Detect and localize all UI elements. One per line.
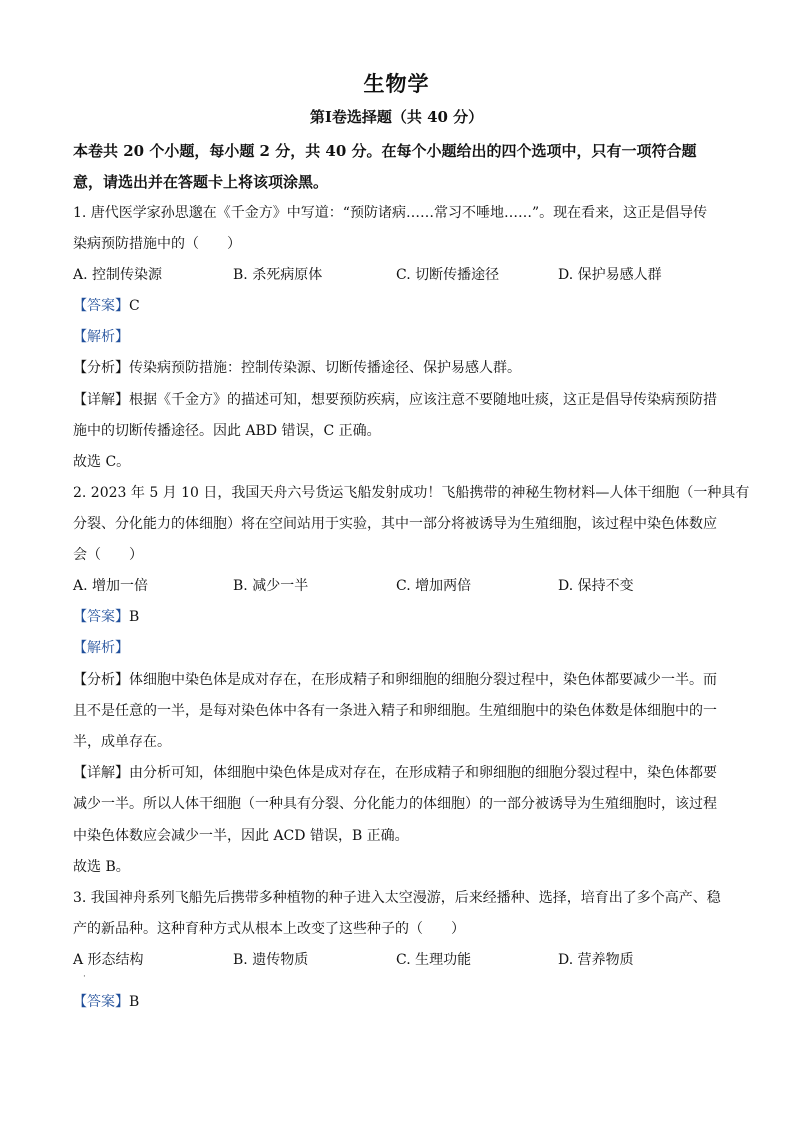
answer-value: C: [129, 298, 140, 314]
question-2-fenxi: [73, 670, 717, 690]
fenxi-text: 传染病预防措施：控制传染源、切断传播途径、保护易感人群。: [129, 360, 521, 376]
question-3-option-b: B. 遗传物质: [233, 952, 309, 968]
instruction-line: 本卷共 20 个小题，每小题 2 分，共 40 分。在每个小题给出的四个选项中，只有一项符合题: [73, 142, 697, 160]
answer-value: B: [129, 609, 140, 625]
question-2-stem: 2. 2023 年 5 月 10 日，我国天舟六号货运飞船发射成功！飞船携带的神秘生物材料—人体干细胞（一种具有: [73, 485, 750, 501]
detail-text: 由分析可知，体细胞中染色体是成对存在，在形成精子和卵细胞的细胞分裂过程中，染色体都要: [129, 765, 717, 781]
question-1-detail-cont: 施中的切断传播途径。因此 ABD 错误，C 正确。: [73, 423, 381, 439]
question-1-answer: [73, 296, 140, 316]
question-1-option-b: B. 杀死病原体: [233, 267, 323, 283]
answer-tag: 【答案】: [73, 609, 129, 625]
fenxi-tag: 【分析】: [73, 672, 129, 688]
detail-text: 根据《千金方》的描述可知，想要预防疾病，应该注意不要随地吐痰，这正是倡导传染病预防措: [129, 392, 717, 408]
question-3-stem: 3. 我国神舟系列飞船先后携带多种植物的种子进入太空漫游，后来经播种、选择，培育出了多个高产、稳: [73, 890, 721, 906]
question-3-option-a: A 形态结构: [73, 952, 144, 968]
question-1-stem: 1. 唐代医学家孙思邈在《千金方》中写道：“预防诸病……常习不唾地……”。现在看来，这正是倡导传: [73, 205, 708, 221]
fenxi-text: 体细胞中染色体是成对存在，在形成精子和卵细胞的细胞分裂过程中，染色体都要减少一半。而: [129, 672, 717, 688]
question-1-option-d: D. 保护易感人群: [558, 267, 662, 283]
fenxi-tag: 【分析】: [73, 360, 129, 376]
question-2-conclusion: 故选 B。: [73, 859, 130, 875]
answer-value: B: [129, 994, 140, 1010]
analysis-tag: 【解析】: [73, 329, 129, 345]
question-2-detail-cont: 减少一半。所以人体干细胞（一种具有分裂、分化能力的体细胞）的一部分被诱导为生殖细胞时，该过程: [73, 796, 717, 812]
detail-tag: 【详解】: [73, 392, 129, 408]
question-3-option-c: C. 生理功能: [396, 952, 472, 968]
question-2-option-a: A. 增加一倍: [73, 578, 149, 594]
question-1-option-c: C. 切断传播途径: [396, 267, 500, 283]
question-1-stem: 染病预防措施中的（ ）: [73, 236, 241, 252]
detail-tag: 【详解】: [73, 765, 129, 781]
question-2-fenxi-cont: 半，成单存在。: [73, 734, 171, 750]
question-3-option-d: D. 营养物质: [558, 952, 634, 968]
question-2-answer: [73, 607, 139, 627]
stray-mark: ·: [83, 972, 86, 982]
question-1-fenxi: [73, 358, 521, 378]
page-title: 生物学: [363, 71, 430, 96]
question-3-stem: 产的新品种。这种育种方式从根本上改变了这些种子的（ ）: [73, 921, 465, 937]
question-2-detail: [73, 763, 717, 783]
question-2-stem: 分裂、分化能力的体细胞）将在空间站用于实验，其中一部分将被诱导为生殖细胞，该过程中染色体数应: [73, 516, 717, 532]
question-3-answer: [73, 992, 139, 1012]
question-1-option-a: A. 控制传染源: [73, 267, 163, 283]
question-2-option-d: D. 保持不变: [558, 578, 634, 594]
question-1-conclusion: 故选 C。: [73, 454, 131, 470]
answer-tag: 【答案】: [73, 298, 129, 314]
question-2-stem: 会（ ）: [73, 547, 143, 563]
question-2-fenxi-cont: 且不是任意的一半，是每对染色体中各有一条进入精子和卵细胞。生殖细胞中的染色体数是体细胞中的一: [73, 703, 717, 719]
question-2-option-c: C. 增加两倍: [396, 578, 472, 594]
question-1-detail: [73, 390, 717, 410]
analysis-tag: 【解析】: [73, 640, 129, 656]
question-2-option-b: B. 减少一半: [233, 578, 309, 594]
question-2-detail-cont: 中染色体数应会减少一半，因此 ACD 错误，B 正确。: [73, 828, 409, 844]
instruction-line: 意，请选出并在答题卡上将该项涂黑。: [73, 173, 329, 191]
section-heading: 第Ⅰ卷选择题（共 40 分）: [309, 108, 484, 126]
answer-tag: 【答案】: [73, 994, 129, 1010]
